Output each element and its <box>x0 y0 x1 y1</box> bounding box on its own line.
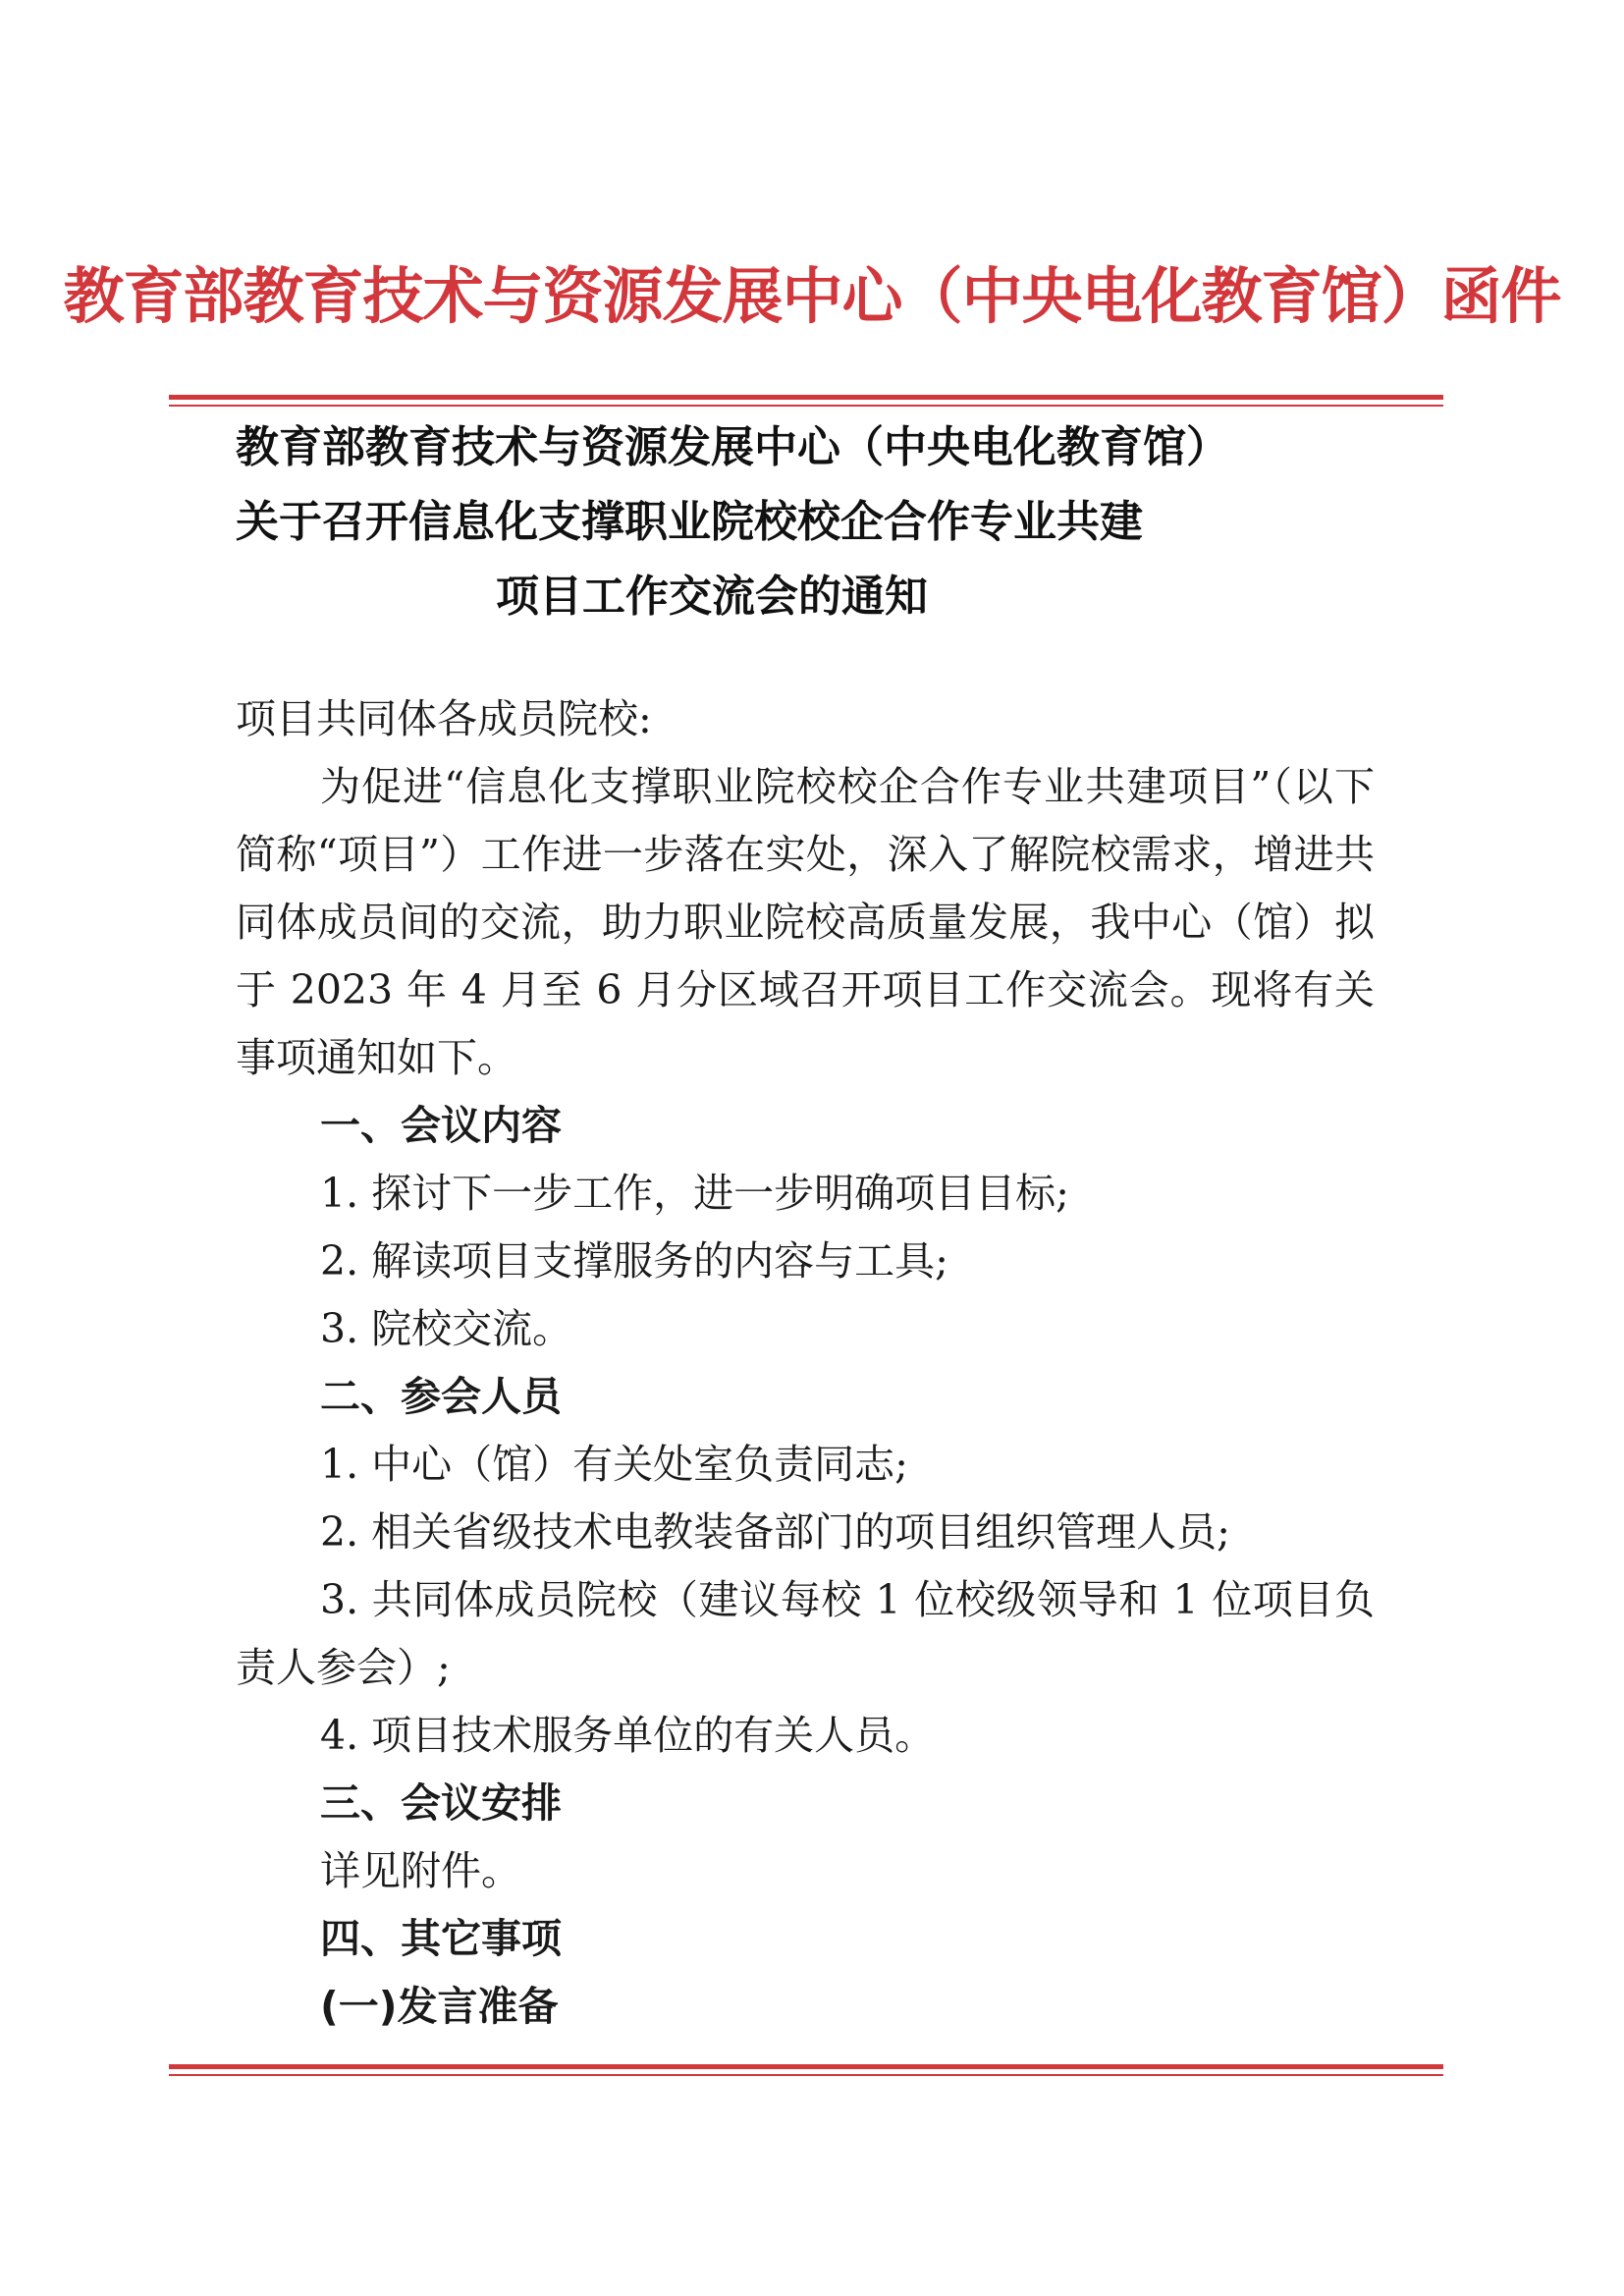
section-4-subheading: (一)发言准备 <box>320 1983 559 2030</box>
section-4-heading: 四、其它事项 <box>320 1915 562 1962</box>
section-3-heading: 三、会议安排 <box>320 1779 562 1827</box>
intro-paragraph: 为促进“信息化支撑职业院校校企合作专业共建项目”（以下简称“项目”）工作进一步落在实处，深入了解院校需求，增进共同体成员间的交流，助力职业院校高质量发展，我中心（馆）拟于 2023 年 4 月至 6 月分区域召开项目工作交流会。现将有关事项通知如下。 <box>236 763 1375 1081</box>
section-2-item-1: 1. 中心（馆）有关处室负责同志; <box>320 1441 908 1488</box>
section-2-heading: 二、参会人员 <box>320 1373 562 1420</box>
section-2-item-2: 2. 相关省级技术电教装备部门的项目组织管理人员; <box>320 1508 1230 1556</box>
notice-title-line-3: 项目工作交流会的通知 <box>496 572 928 622</box>
letterhead-rule-thin <box>169 405 1443 407</box>
letterhead-title: 教育部教育技术与资源发展中心（中央电化教育馆）函件 <box>63 260 1561 332</box>
salutation: 项目共同体各成员院校: <box>236 695 652 742</box>
footer-rule-thin <box>169 2074 1443 2076</box>
footer-rule-thick <box>169 2064 1443 2069</box>
letterhead-rule-thick <box>169 395 1443 400</box>
section-1-heading: 一、会议内容 <box>320 1102 562 1149</box>
section-2-item-4: 4. 项目技术服务单位的有关人员。 <box>320 1712 936 1759</box>
notice-body <box>236 685 1375 2041</box>
section-3-text: 详见附件。 <box>320 1847 521 1894</box>
section-1-item-1: 1. 探讨下一步工作，进一步明确项目目标; <box>320 1170 1069 1217</box>
section-1-item-3: 3. 院校交流。 <box>320 1305 573 1352</box>
notice-title-line-1: 教育部教育技术与资源发展中心（中央电化教育馆） <box>236 422 1229 472</box>
section-1-item-2: 2. 解读项目支撑服务的内容与工具; <box>320 1237 948 1285</box>
section-2-item-3: 3. 共同体成员院校（建议每校 1 位校级领导和 1 位项目负责人参会）; <box>236 1576 1375 1691</box>
notice-title <box>236 410 1394 634</box>
notice-title-line-2: 关于召开信息化支撑职业院校校企合作专业共建 <box>236 497 1143 547</box>
